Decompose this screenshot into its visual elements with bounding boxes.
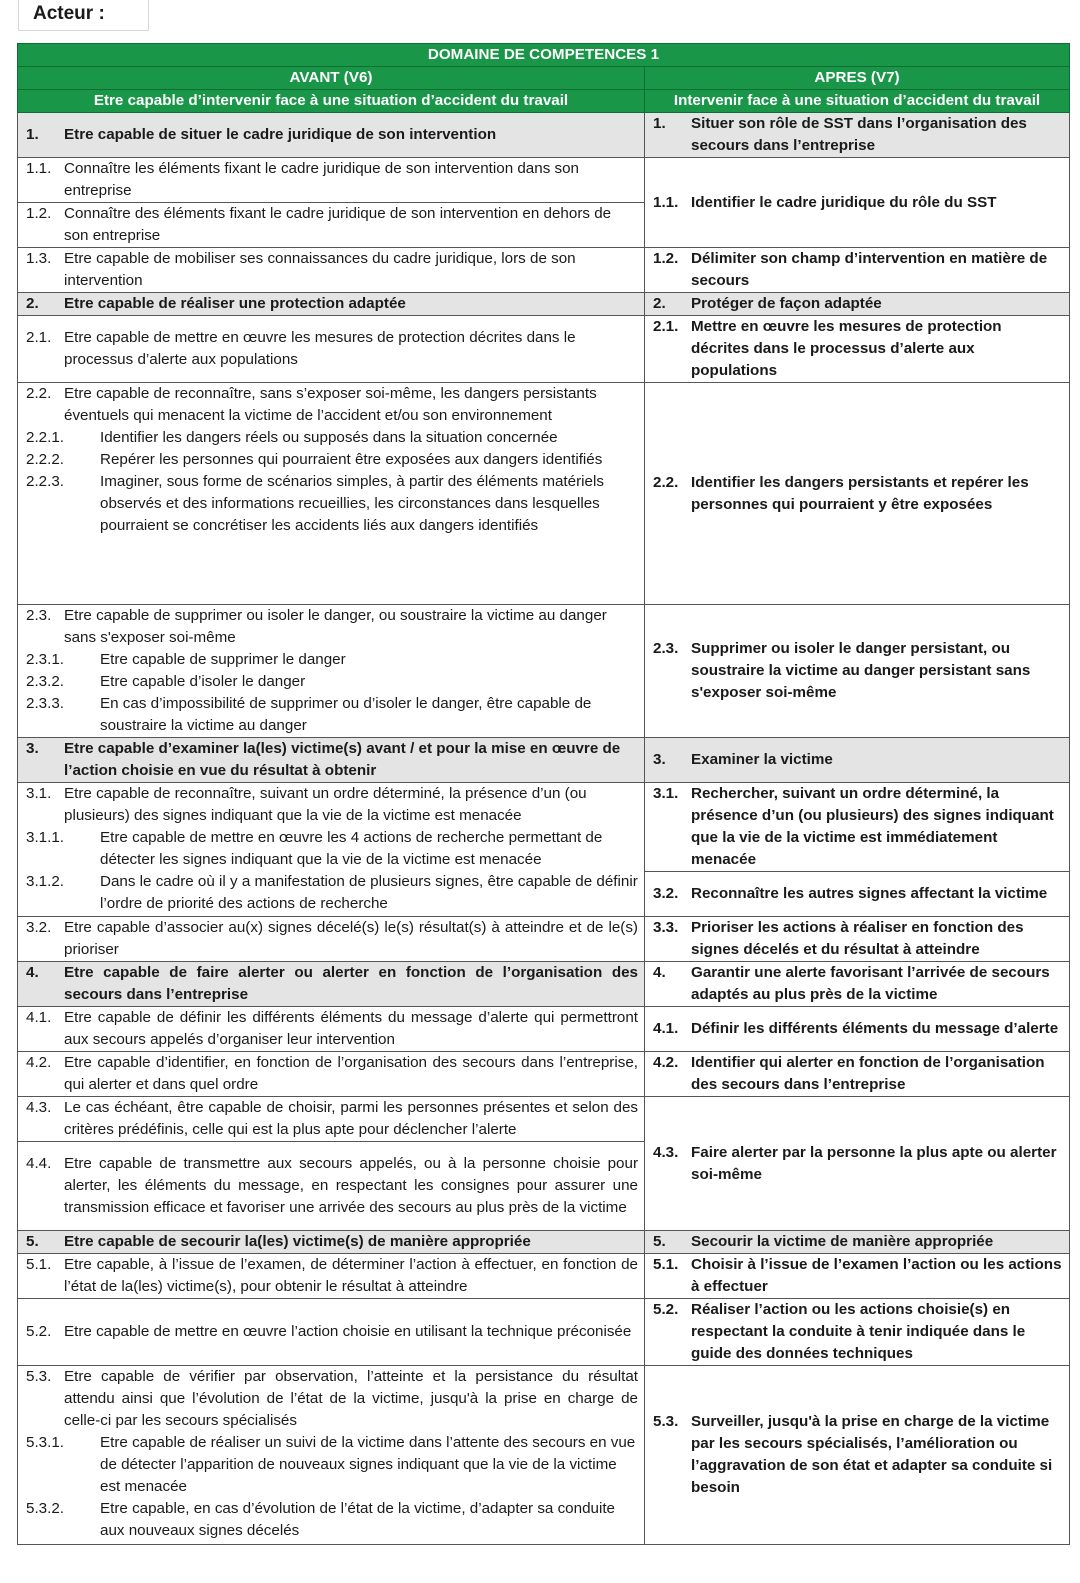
item-text: Faire alerter par la personne la plus apte ou alerter soi-même — [691, 1143, 1057, 1183]
item-text: Etre capable de supprimer ou isoler le danger, ou soustraire la victime au danger sans s'exposer soi-même — [64, 607, 607, 646]
list-item — [26, 203, 638, 247]
item-text: Identifier les dangers persistants et repérer les personnes qui pourraient y être exposées — [691, 473, 1029, 513]
table-row — [18, 1007, 1070, 1052]
item-number: 5.3. — [653, 1413, 679, 1430]
item-number: 2.1. — [26, 329, 52, 346]
list-item — [26, 649, 638, 671]
item-number: 4.3. — [26, 1099, 52, 1116]
right-section-3 — [645, 738, 1070, 783]
item-number: 2.3. — [653, 640, 679, 657]
list-item — [653, 192, 1063, 214]
item-number: 1.3. — [26, 250, 52, 267]
item-number: 2.3.1. — [26, 651, 64, 668]
list-item — [26, 449, 638, 471]
item-number: 5. — [653, 1233, 666, 1250]
item-text: Etre capable de mettre en œuvre les mesures de protection décrites dans le processus d’alerte aux populations — [64, 329, 576, 368]
item-text: Imaginer, sous forme de scénarios simples, à partir des éléments matériels observés et des informations recueillies, les circonstances dans lesquelles pourraient se concrétiser les accidents liés aux dangers identifiés — [100, 473, 604, 534]
item-number: 3.2. — [26, 919, 52, 936]
left-item-2-3 — [18, 605, 645, 738]
list-item — [653, 1142, 1063, 1186]
item-number: 5.1. — [26, 1256, 52, 1273]
left-item-5-2 — [18, 1299, 645, 1366]
item-text: Etre capable, à l’issue de l’examen, de déterminer l’action à effectuer, en fonction de l’état de la(les) victime(s), pour obtenir le résultat à atteindre — [64, 1256, 638, 1295]
table-row — [18, 1052, 1070, 1097]
list-item — [26, 1052, 638, 1096]
list-item — [26, 124, 638, 146]
left-item-4-2 — [18, 1052, 645, 1097]
left-item-5-1 — [18, 1254, 645, 1299]
item-number: 5.3.2. — [26, 1500, 64, 1517]
item-number: 2.2.1. — [26, 429, 64, 446]
item-number: 3.1. — [26, 785, 52, 802]
actor-label: Acteur : — [33, 3, 105, 24]
item-text: Etre capable d’isoler le danger — [100, 673, 306, 690]
table-row — [18, 605, 1070, 738]
item-text: Etre capable de définir les différents éléments du message d’alerte qui permettront aux secours appelés d’organiser leur intervention — [64, 1009, 638, 1048]
table-row — [18, 1097, 1070, 1142]
item-text: Identifier les dangers réels ou supposés dans la situation concernée — [100, 429, 558, 446]
list-item — [26, 1231, 638, 1253]
table-row — [18, 1366, 1070, 1545]
table-row — [18, 316, 1070, 383]
left-section-2 — [18, 293, 645, 316]
table-row — [18, 1254, 1070, 1299]
right-item-2-2 — [645, 383, 1070, 605]
right-item-5-2 — [645, 1299, 1070, 1366]
left-item-2-2 — [18, 383, 645, 605]
right-item-4-3 — [645, 1097, 1070, 1231]
after-column-subtitle: Intervenir face à une situation d’accident du travail — [645, 90, 1070, 113]
list-item — [26, 383, 638, 427]
list-item — [26, 1007, 638, 1051]
right-section-2 — [645, 293, 1070, 316]
item-text: Etre capable de faire alerter ou alerter en fonction de l’organisation des secours dans l’entreprise — [64, 964, 638, 1003]
list-item — [26, 1432, 638, 1498]
item-text: Etre capable, en cas d’évolution de l’état de la victime, d’adapter sa conduite aux nouveaux signes décelés — [100, 1500, 616, 1539]
item-number: 2.3.3. — [26, 695, 64, 712]
list-item — [26, 158, 638, 202]
item-text: Etre capable de reconnaître, suivant un ordre déterminé, la présence d’un (ou plusieurs) des signes indiquant que la vie de la victime est menacée — [64, 785, 587, 824]
right-item-5-3 — [645, 1366, 1070, 1545]
item-text: Situer son rôle de SST dans l’organisation des secours dans l’entreprise — [691, 115, 1027, 154]
table-row — [18, 1299, 1070, 1366]
list-item — [26, 605, 638, 649]
item-text: Repérer les personnes qui pourraient être exposées aux dangers identifiés — [100, 451, 603, 468]
list-item — [26, 962, 638, 1006]
item-number: 5.1. — [653, 1256, 679, 1273]
item-number: 2.3. — [26, 607, 52, 624]
item-number: 2.2.3. — [26, 473, 64, 490]
actor-box — [18, 0, 149, 31]
list-item — [26, 693, 638, 737]
after-column-header: APRES (V7) — [645, 67, 1070, 90]
section-row — [18, 113, 1070, 158]
competences-table — [17, 43, 1070, 1545]
item-number: 1. — [653, 115, 666, 132]
list-item — [653, 1299, 1063, 1365]
item-number: 2.2.2. — [26, 451, 64, 468]
list-item — [26, 1254, 638, 1298]
item-number: 3. — [653, 751, 666, 768]
item-text: Etre capable de situer le cadre juridique de son intervention — [64, 126, 497, 143]
item-text: Mettre en œuvre les mesures de protection décrites dans le processus d’alerte aux populations — [691, 318, 1002, 379]
right-item-4-1 — [645, 1007, 1070, 1052]
item-text: Etre capable d’identifier, en fonction de l’organisation des secours dans l’entreprise, qui alerter et dans quel ordre — [64, 1054, 638, 1093]
right-item-1-1 — [645, 158, 1070, 248]
item-number: 4.2. — [26, 1054, 52, 1071]
left-item-1-2 — [18, 203, 645, 248]
table-row — [18, 783, 1070, 872]
item-text: Reconnaître les autres signes affectant la victime — [691, 885, 1048, 902]
item-text: Supprimer ou isoler le danger persistant, ou soustraire la victime au danger persistant sans s'exposer soi-même — [691, 640, 1031, 701]
list-item — [26, 1498, 638, 1542]
list-item — [26, 293, 638, 315]
list-item — [26, 671, 638, 693]
item-text: Secourir la victime de manière appropriée — [691, 1233, 994, 1250]
item-text: Définir les différents éléments du message d’alerte — [691, 1020, 1059, 1037]
item-text: Etre capable de vérifier par observation, l’atteinte et la persistance du résultat attendu ainsi que l’évolution de l’état de la victime, jusqu'à la prise en charge de celle-ci par les secours spécialisés — [64, 1368, 638, 1429]
section-row — [18, 293, 1070, 316]
list-item — [653, 293, 1063, 315]
list-item — [653, 316, 1063, 382]
item-number: 2. — [653, 295, 666, 312]
item-number: 1. — [26, 126, 39, 143]
header-row-subtitles — [18, 90, 1070, 113]
item-text: Choisir à l’issue de l’examen l’action ou les actions à effectuer — [691, 1256, 1062, 1295]
item-text: Etre capable de mobiliser ses connaissances du cadre juridique, lors de son intervention — [64, 250, 576, 289]
left-section-4 — [18, 962, 645, 1007]
item-text: Connaître les éléments fixant le cadre juridique de son intervention dans son entreprise — [64, 160, 579, 199]
item-text: En cas d’impossibilité de supprimer ou d’isoler le danger, être capable de soustraire la victime au danger — [100, 695, 592, 734]
item-text: Garantir une alerte favorisant l’arrivée de secours adaptés au plus près de la victime — [691, 964, 1050, 1003]
table-row — [18, 248, 1070, 293]
list-item — [653, 113, 1063, 157]
item-number: 3. — [26, 740, 39, 757]
item-number: 4.4. — [26, 1155, 52, 1172]
right-item-3-1 — [645, 783, 1070, 872]
list-item — [26, 248, 638, 292]
list-item — [653, 749, 1063, 771]
right-section-1 — [645, 113, 1070, 158]
left-item-3-1 — [18, 783, 645, 917]
item-number: 5.3.1. — [26, 1434, 64, 1451]
list-item — [26, 327, 638, 371]
list-item — [26, 1321, 638, 1343]
item-text: Dans le cadre où il y a manifestation de plusieurs signes, être capable de définir l’ordre de priorité des actions de recherche — [100, 873, 638, 912]
item-text: Etre capable de mettre en œuvre l’action choisie en utilisant la technique préconisée — [64, 1323, 632, 1340]
item-number: 5.3. — [26, 1368, 52, 1385]
list-item — [26, 917, 638, 961]
list-item — [653, 248, 1063, 292]
list-item — [653, 1254, 1063, 1298]
list-item — [653, 917, 1063, 961]
list-item — [653, 883, 1063, 905]
item-text: Prioriser les actions à réaliser en fonction des signes décelés et du résultat à atteindre — [691, 919, 1024, 958]
right-section-5 — [645, 1231, 1070, 1254]
left-item-1-3 — [18, 248, 645, 293]
list-item — [653, 1018, 1063, 1040]
item-number: 3.1.2. — [26, 873, 64, 890]
item-text: Examiner la victime — [691, 751, 833, 768]
left-section-3 — [18, 738, 645, 783]
item-text: Etre capable de réaliser un suivi de la victime dans l’attente des secours en vue de détecter l’apparition de nouveaux signes indiquant que la vie de la victime est menacée — [100, 1434, 636, 1495]
item-number: 3.3. — [653, 919, 679, 936]
section-row — [18, 962, 1070, 1007]
item-number: 1.2. — [653, 250, 679, 267]
item-number: 5. — [26, 1233, 39, 1250]
right-item-2-3 — [645, 605, 1070, 738]
left-item-4-1 — [18, 1007, 645, 1052]
right-item-1-2 — [645, 248, 1070, 293]
table-row — [18, 917, 1070, 962]
item-text: Etre capable d’examiner la(les) victime(s) avant / et pour la mise en œuvre de l’action choisie en vue du résultat à obtenir — [64, 740, 621, 779]
header-row-domain — [18, 44, 1070, 67]
list-item — [653, 1052, 1063, 1096]
item-number: 1.1. — [26, 160, 52, 177]
list-item — [653, 472, 1063, 516]
list-item — [26, 783, 638, 827]
item-number: 5.2. — [653, 1301, 679, 1318]
item-number: 4.1. — [26, 1009, 52, 1026]
item-text: Connaître des éléments fixant le cadre juridique de son intervention en dehors de son entreprise — [64, 205, 612, 244]
table-row — [18, 383, 1070, 605]
item-text: Etre capable de mettre en œuvre les 4 actions de recherche permettant de détecter les signes indiquant que la vie de la victime est menacée — [100, 829, 603, 868]
left-item-4-4 — [18, 1142, 645, 1231]
item-number: 2. — [26, 295, 39, 312]
item-text: Le cas échéant, être capable de choisir, parmi les personnes présentes et selon des critères prédéfinis, celle qui est la plus apte pour déclencher l’alerte — [64, 1099, 638, 1138]
section-row — [18, 738, 1070, 783]
left-item-3-2 — [18, 917, 645, 962]
list-item — [653, 962, 1063, 1006]
list-item — [653, 638, 1063, 704]
item-text: Etre capable de réaliser une protection adaptée — [64, 295, 406, 312]
item-number: 5.2. — [26, 1323, 52, 1340]
item-number: 4.3. — [653, 1143, 679, 1161]
left-section-1 — [18, 113, 645, 158]
left-item-2-1 — [18, 316, 645, 383]
item-number: 4. — [653, 964, 666, 981]
item-text: Identifier qui alerter en fonction de l’organisation des secours dans l’entreprise — [691, 1054, 1045, 1093]
item-number: 4.2. — [653, 1054, 679, 1071]
item-number: 2.2. — [653, 473, 679, 491]
item-number: 3.1.1. — [26, 829, 64, 846]
item-number: 1.2. — [26, 205, 52, 222]
item-text: Identifier le cadre juridique du rôle du SST — [691, 193, 997, 211]
right-item-4-2 — [645, 1052, 1070, 1097]
before-column-subtitle: Etre capable d’intervenir face à une situation d’accident du travail — [18, 90, 645, 113]
item-text: Etre capable de reconnaître, sans s’exposer soi-même, les dangers persistants éventuels qui menacent la victime de l’accident et/ou son environnement — [64, 385, 597, 424]
before-column-header: AVANT (V6) — [18, 67, 645, 90]
list-item — [26, 738, 638, 782]
right-item-3-3 — [645, 917, 1070, 962]
item-text: Réaliser l’action ou les actions choisie(s) en respectant la conduite à tenir indiquée dans le guide des données techniques — [691, 1301, 1026, 1362]
list-item — [653, 1411, 1063, 1499]
domain-title: DOMAINE DE COMPETENCES 1 — [18, 44, 1070, 67]
header-row-versions — [18, 67, 1070, 90]
item-text: Etre capable de secourir la(les) victime(s) de manière appropriée — [64, 1233, 531, 1250]
right-item-2-1 — [645, 316, 1070, 383]
item-text: Protéger de façon adaptée — [691, 295, 882, 312]
item-text: Etre capable de supprimer le danger — [100, 651, 346, 668]
table-row — [18, 158, 1070, 203]
left-item-4-3 — [18, 1097, 645, 1142]
item-text: Délimiter son champ d’intervention en matière de secours — [691, 250, 1048, 289]
list-item — [26, 1153, 638, 1219]
item-number: 2.2. — [26, 385, 52, 402]
list-item — [26, 1366, 638, 1432]
list-item — [26, 871, 638, 915]
left-item-5-3 — [18, 1366, 645, 1545]
list-item — [26, 471, 638, 537]
item-number: 3.1. — [653, 785, 679, 802]
left-item-1-1 — [18, 158, 645, 203]
item-number: 3.2. — [653, 885, 679, 902]
item-text: Etre capable d’associer au(x) signes décelé(s) le(s) résultat(s) à atteindre et de le(s) prioriser — [64, 919, 638, 958]
list-item — [653, 783, 1063, 871]
item-text: Rechercher, suivant un ordre déterminé, la présence d’un (ou plusieurs) des signes indiquant que la vie de la victime est immédiatement menacée — [691, 785, 1054, 868]
list-item — [653, 1231, 1063, 1253]
list-item — [26, 827, 638, 871]
item-text: Etre capable de transmettre aux secours appelés, ou à la personne choisie pour alerter, les éléments du message, en respectant les consignes pour assurer une transmission efficace et favoriser une arrivée des secours au plus près de la victime — [64, 1155, 638, 1216]
item-number: 2.3.2. — [26, 673, 64, 690]
section-row — [18, 1231, 1070, 1254]
list-item — [26, 427, 638, 449]
right-item-3-2 — [645, 872, 1070, 917]
item-number: 1.1. — [653, 193, 679, 211]
item-text: Surveiller, jusqu'à la prise en charge de la victime par les secours spécialisés, l’amélioration ou l’aggravation de son état et adapter sa conduite si besoin — [691, 1413, 1053, 1496]
item-number: 2.1. — [653, 318, 679, 335]
list-item — [26, 1097, 638, 1141]
right-item-5-1 — [645, 1254, 1070, 1299]
left-section-5 — [18, 1231, 645, 1254]
item-number: 4. — [26, 964, 39, 981]
item-number: 4.1. — [653, 1020, 679, 1037]
right-section-4 — [645, 962, 1070, 1007]
